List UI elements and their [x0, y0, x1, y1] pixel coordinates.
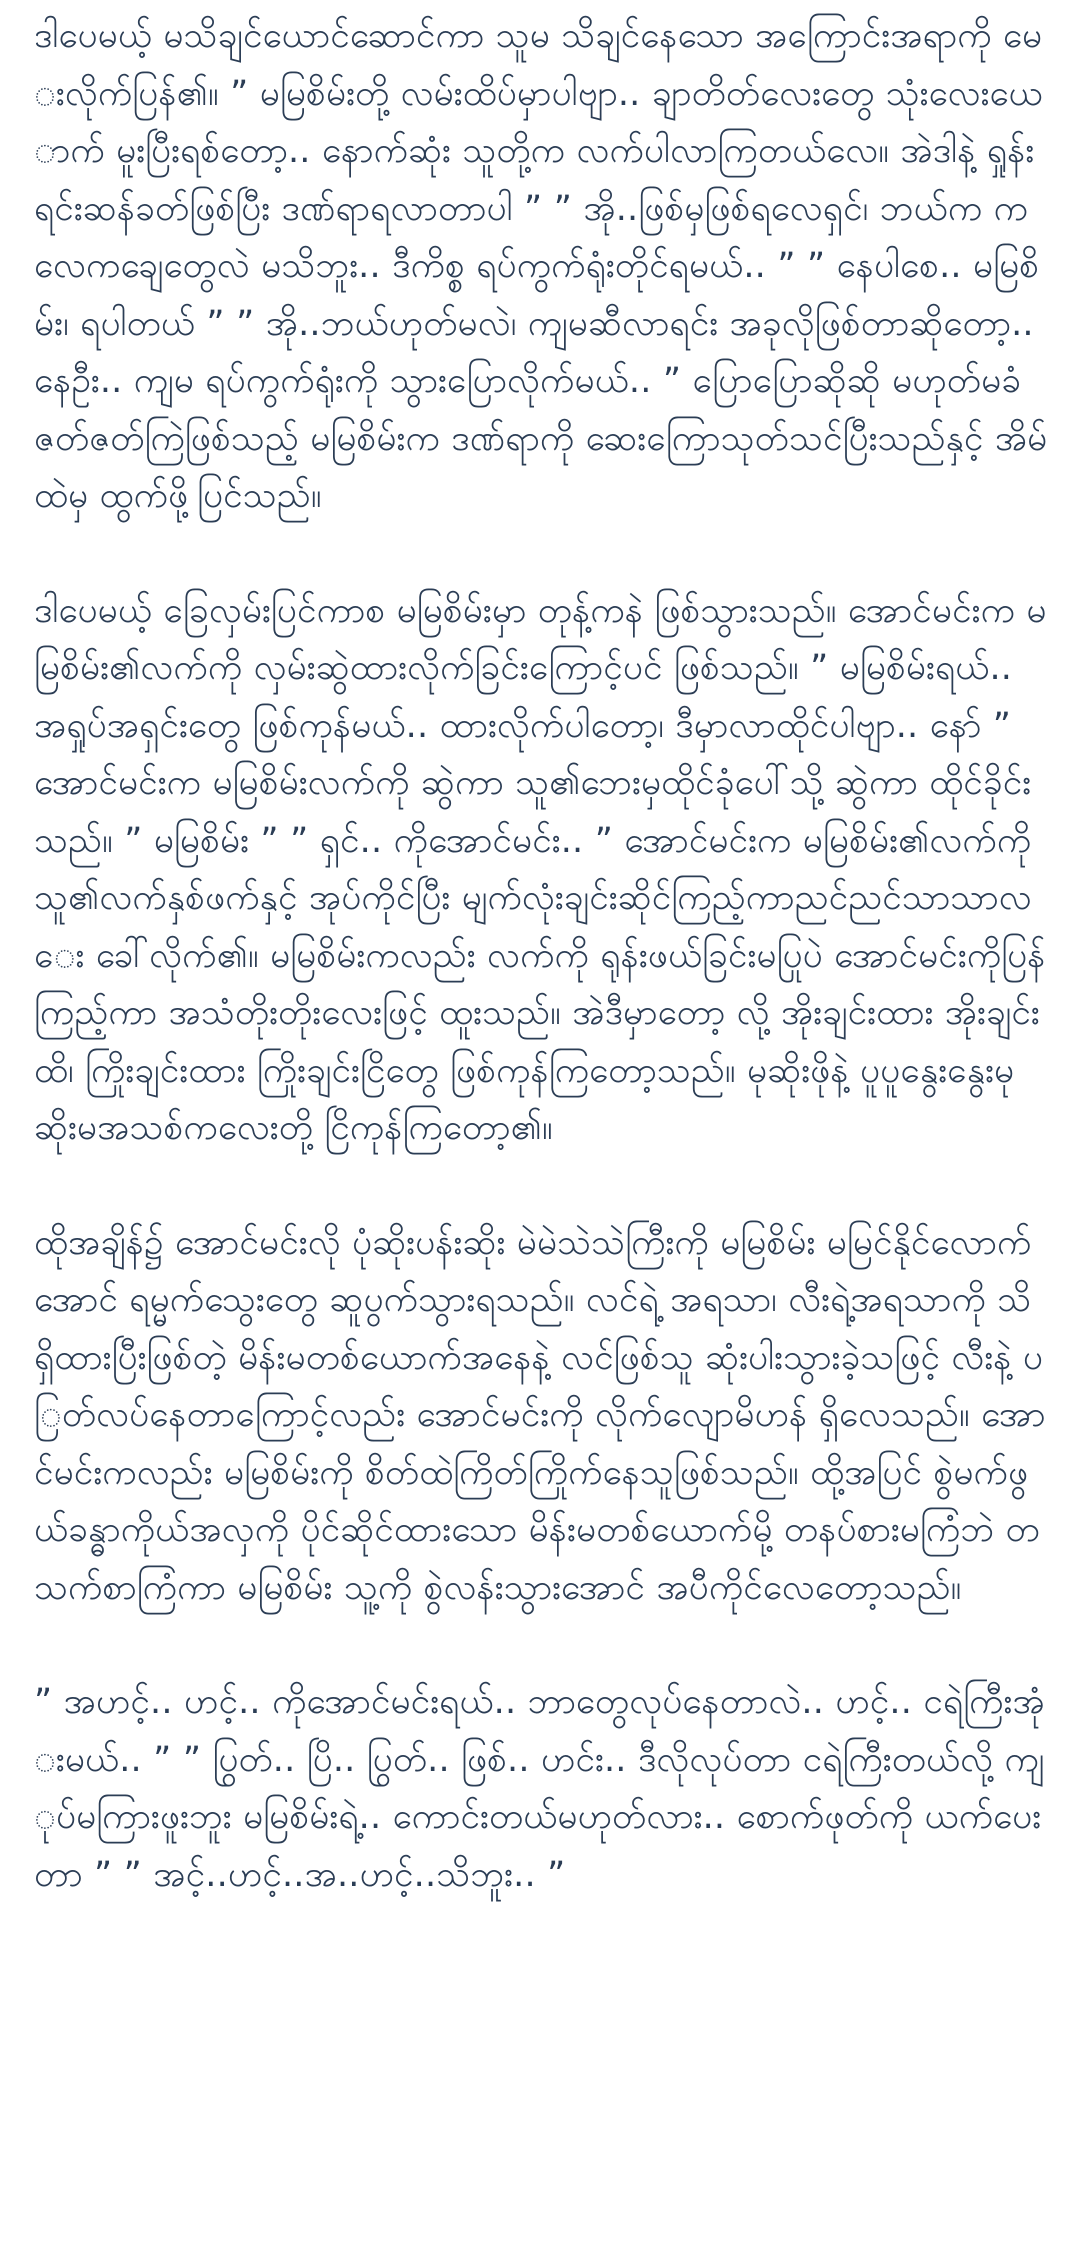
article-body [34, 0, 1048, 1904]
article-paragraph: ထိုအချိန်၌ အောင်မင်းလို ပုံဆိုးပန်းဆိုး မဲမဲသဲသဲကြီးကို မမြစိမ်း မမြင်နိုင်လောက်အောင် ရမ္မက်သွေးတွေ ဆူပွက်သွားရသည်။ လင်ရဲ့ အရသာ၊ လီးရဲ့အရသာကို သိရှိထားပြီးဖြစ်တဲ့ မိန်းမတစ်ယောက်အနေနဲ့ လင်ဖြစ်သူ ဆုံးပါးသွားခဲ့သဖြင့် လီးနဲ့ ပြတ်လပ်နေတာကြောင့်လည်း အောင်မင်းကို လိုက်လျောမိဟန် ရှိလေသည်။ အောင်မင်းကလည်း မမြစိမ်းကို စိတ်ထဲကြိတ်ကြိုက်နေသူဖြစ်သည်။ ထို့အပြင် စွဲမက်ဖွယ်ခန္ဓာကိုယ်အလှကို ပိုင်ဆိုင်ထားသော မိန်းမတစ်ယောက်မို့ တနပ်စားမကြံဘဲ တသက်စာကြံကာ မမြစိမ်း သူ့ကို စွဲလန်းသွားအောင် အပီကိုင်လေတော့သည်။ [34, 1222, 1046, 1608]
article-paragraph: ” အဟင့်.. ဟင့်.. ကိုအောင်မင်းရယ်.. ဘာတွေလုပ်နေတာလဲ.. ဟင့်.. ငရဲကြီးအုံးမယ်.. ” ” ပြွတ်.. ပြိ.. ပြွတ်.. ဖြစ်.. ဟင်း.. ဒီလိုလုပ်တာ ငရဲကြီးတယ်လို့ ကျုပ်မကြားဖူးဘူး မမြစိမ်းရဲ့.. ကောင်းတယ်မဟုတ်လား.. စောက်ဖုတ်ကို ယက်ပေးတာ ” ” အင့်..ဟင့်..အ..ဟင့်..သိဘူး.. ” [34, 1682, 1045, 1895]
article-paragraph: ဒါပေမယ့် ခြေလှမ်းပြင်ကာစ မမြစိမ်းမှာ တုန့်ကနဲ ဖြစ်သွားသည်။ အောင်မင်းက မမြစိမ်း၏လက်ကို လှမ်းဆွဲထားလိုက်ခြင်းကြောင့်ပင် ဖြစ်သည်။ ” မမြစိမ်းရယ်.. အရှုပ်အရှင်းတွေ ဖြစ်ကုန်မယ်.. ထားလိုက်ပါတော့၊ ဒီမှာလာထိုင်ပါဗျာ.. နော် ” အောင်မင်းက မမြစိမ်းလက်ကို ဆွဲကာ သူ၏ဘေးမှထိုင်ခုံပေါ်သို့ ဆွဲကာ ထိုင်ခိုင်းသည်။ ” မမြစိမ်း ” ” ရှင်.. ကိုအောင်မင်း.. ” အောင်မင်းက မမြစိမ်း၏လက်ကို သူ၏လက်နှစ်ဖက်နှင့် အုပ်ကိုင်ပြီး မျက်လုံးချင်းဆိုင်ကြည့်ကာညင်ညင်သာသာလေး ခေါ်လိုက်၏။ မမြစိမ်းကလည်း လက်ကို ရုန်းဖယ်ခြင်းမပြုပဲ အောင်မင်းကိုပြန်ကြည့်ကာ အသံတိုးတိုးလေးဖြင့် ထူးသည်။ အဲဒီမှာတော့ လို့ အိုးချင်းထား အိုးချင်းထိ၊ ကြိုးချင်းထား ကြိုးချင်းငြိတွေ ဖြစ်ကုန်ကြတော့သည်။ မုဆိုးဖိုနဲ့ ပူပူနွေးနွေးမုဆိုးမအသစ်ကလေးတို့ ငြိကုန်ကြတော့၏။ [34, 590, 1047, 1148]
article-paragraph: ဒါပေမယ့် မသိချင်ယောင်ဆောင်ကာ သူမ သိချင်နေသော အကြောင်းအရာကို မေးလိုက်ပြန်၏။ ” မမြစိမ်းတို့ လမ်းထိပ်မှာပါဗျာ.. ချာတိတ်လေးတွေ သုံးလေးယောက် မူးပြီးရစ်တော့.. နောက်ဆုံး သူတို့က လက်ပါလာကြတယ်လေ။ အဲဒါနဲ့ ရှုန်းရင်းဆန်ခတ်ဖြစ်ပြီး ဒဏ်ရာရလာတာပါ ” ” အို..ဖြစ်မှဖြစ်ရလေရှင်၊ ဘယ်က ကလေကချေတွေလဲ မသိဘူး.. ဒီကိစ္စ ရပ်ကွက်ရုံးတိုင်ရမယ်.. ” ” နေပါစေ.. မမြစိမ်း၊ ရပါတယ် ” ” အို..ဘယ်ဟုတ်မလဲ၊ ကျမဆီလာရင်း အခုလိုဖြစ်တာဆိုတော့.. နေဦး.. ကျမ ရပ်ကွက်ရုံးကို သွားပြောလိုက်မယ်.. ” ပြောပြောဆိုဆို မဟုတ်မခံ ဇတ်ဇတ်ကြဲဖြစ်သည့် မမြစိမ်းက ဒဏ်ရာကို ဆေးကြောသုတ်သင်ပြီးသည်နှင့် အိမ်ထဲမှ ထွက်ဖို့ပြင်သည်။ [34, 16, 1048, 516]
